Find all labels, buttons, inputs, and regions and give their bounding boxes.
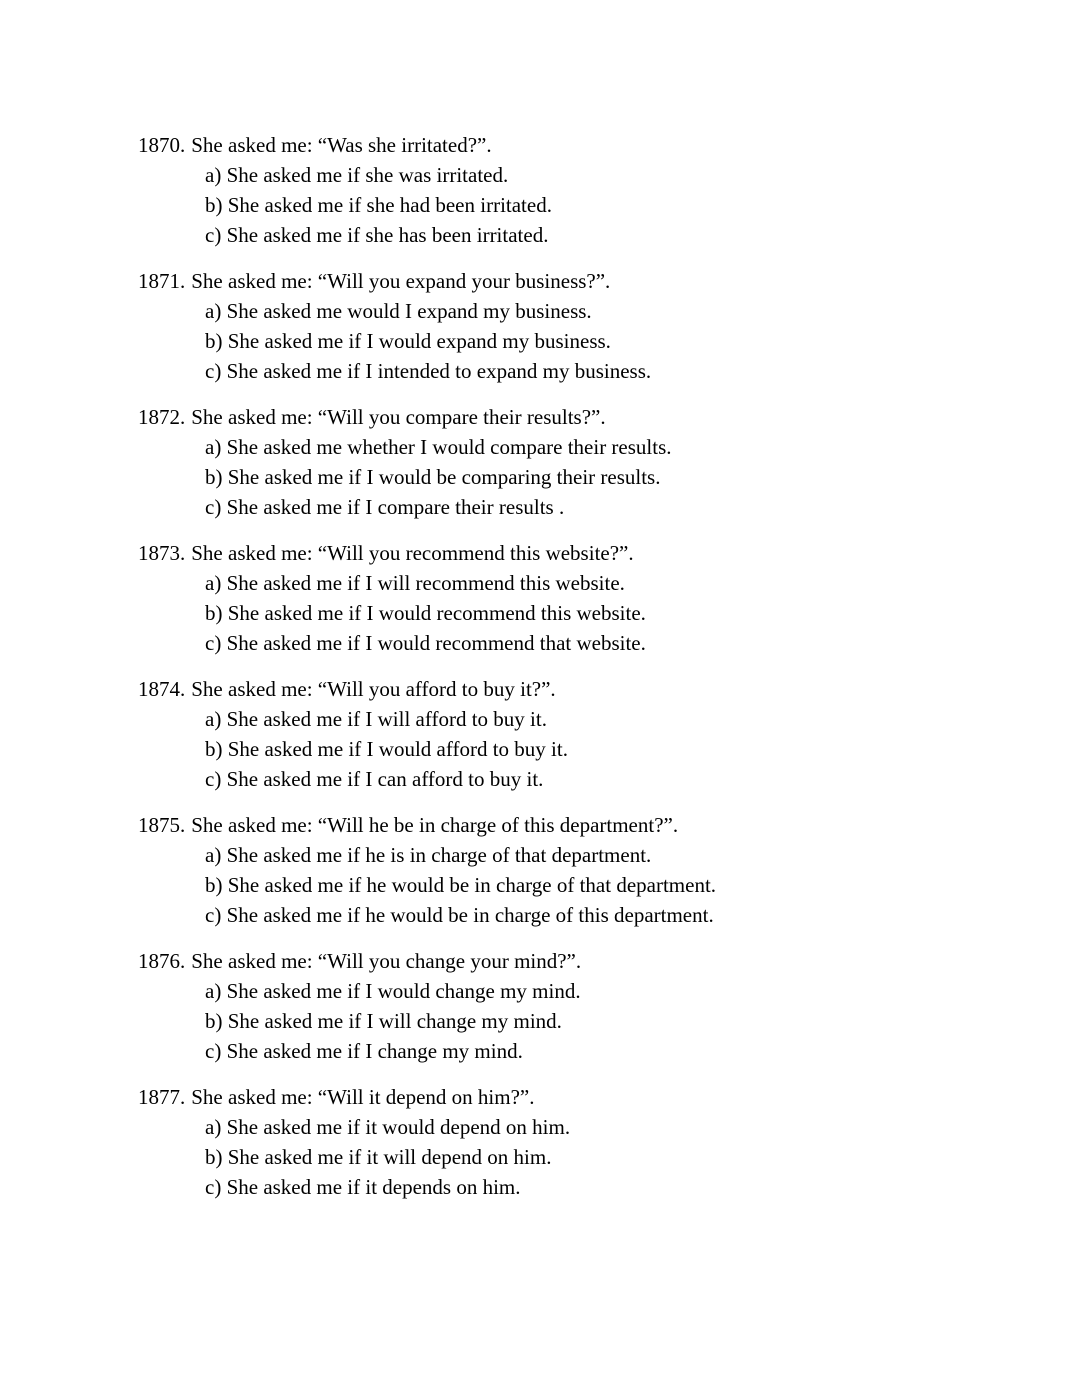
- option-line: a) She asked me whether I would compare their results.: [205, 435, 672, 459]
- question-block: [138, 538, 980, 658]
- option-line: b) She asked me if I would recommend this website.: [205, 601, 646, 625]
- question-prompt: She asked me: “Will it depend on him?”.: [191, 1085, 535, 1109]
- option-line: c) She asked me if he would be in charge of this department.: [205, 903, 714, 927]
- option-line: b) She asked me if I would afford to buy it.: [205, 737, 568, 761]
- question-block: [138, 946, 980, 1066]
- question-number: 1872.: [138, 405, 186, 429]
- question-prompt: She asked me: “Will you compare their results?”.: [191, 405, 606, 429]
- question-line: [138, 810, 980, 840]
- question-block: [138, 266, 980, 386]
- question-block: [138, 402, 980, 522]
- option-line: a) She asked me if I would change my mind.: [205, 979, 581, 1003]
- option-line: c) She asked me if it depends on him.: [205, 1175, 521, 1199]
- question-line: [138, 402, 980, 432]
- option-line: a) She asked me if it would depend on him.: [205, 1115, 571, 1139]
- option-line: c) She asked me if I can afford to buy it.: [205, 767, 544, 791]
- question-block: [138, 674, 980, 794]
- question-block: [138, 810, 980, 930]
- question-prompt: She asked me: “Was she irritated?”.: [191, 133, 492, 157]
- question-number: 1877.: [138, 1085, 186, 1109]
- option-line: b) She asked me if I would expand my business.: [205, 329, 611, 353]
- question-block: [138, 130, 980, 250]
- option-line: a) She asked me would I expand my business.: [205, 299, 592, 323]
- option-line: c) She asked me if I would recommend that website.: [205, 631, 646, 655]
- option-line: b) She asked me if I would be comparing their results.: [205, 465, 661, 489]
- question-number: 1871.: [138, 269, 186, 293]
- question-number: 1874.: [138, 677, 186, 701]
- option-line: b) She asked me if it will depend on him.: [205, 1145, 552, 1169]
- question-prompt: She asked me: “Will he be in charge of this department?”.: [191, 813, 679, 837]
- question-line: [138, 538, 980, 568]
- question-number: 1870.: [138, 133, 186, 157]
- question-line: [138, 674, 980, 704]
- option-line: a) She asked me if he is in charge of that department.: [205, 843, 652, 867]
- question-prompt: She asked me: “Will you afford to buy it?”.: [191, 677, 556, 701]
- question-line: [138, 946, 980, 976]
- question-prompt: She asked me: “Will you change your mind?”.: [191, 949, 582, 973]
- question-prompt: She asked me: “Will you recommend this website?”.: [191, 541, 634, 565]
- option-line: b) She asked me if I will change my mind.: [205, 1009, 562, 1033]
- question-line: [138, 130, 980, 160]
- option-line: a) She asked me if she was irritated.: [205, 163, 509, 187]
- option-line: c) She asked me if I intended to expand my business.: [205, 359, 652, 383]
- question-prompt: She asked me: “Will you expand your business?”.: [191, 269, 611, 293]
- option-line: c) She asked me if I compare their results .: [205, 495, 565, 519]
- question-line: [138, 266, 980, 296]
- option-line: a) She asked me if I will afford to buy it.: [205, 707, 547, 731]
- option-line: a) She asked me if I will recommend this website.: [205, 571, 625, 595]
- option-line: b) She asked me if he would be in charge of that department.: [205, 873, 717, 897]
- option-line: c) She asked me if I change my mind.: [205, 1039, 523, 1063]
- question-number: 1875.: [138, 813, 186, 837]
- option-line: b) She asked me if she had been irritated.: [205, 193, 552, 217]
- question-number: 1873.: [138, 541, 186, 565]
- option-line: c) She asked me if she has been irritated.: [205, 223, 549, 247]
- question-line: [138, 1082, 980, 1112]
- question-block: [138, 1082, 980, 1202]
- question-number: 1876.: [138, 949, 186, 973]
